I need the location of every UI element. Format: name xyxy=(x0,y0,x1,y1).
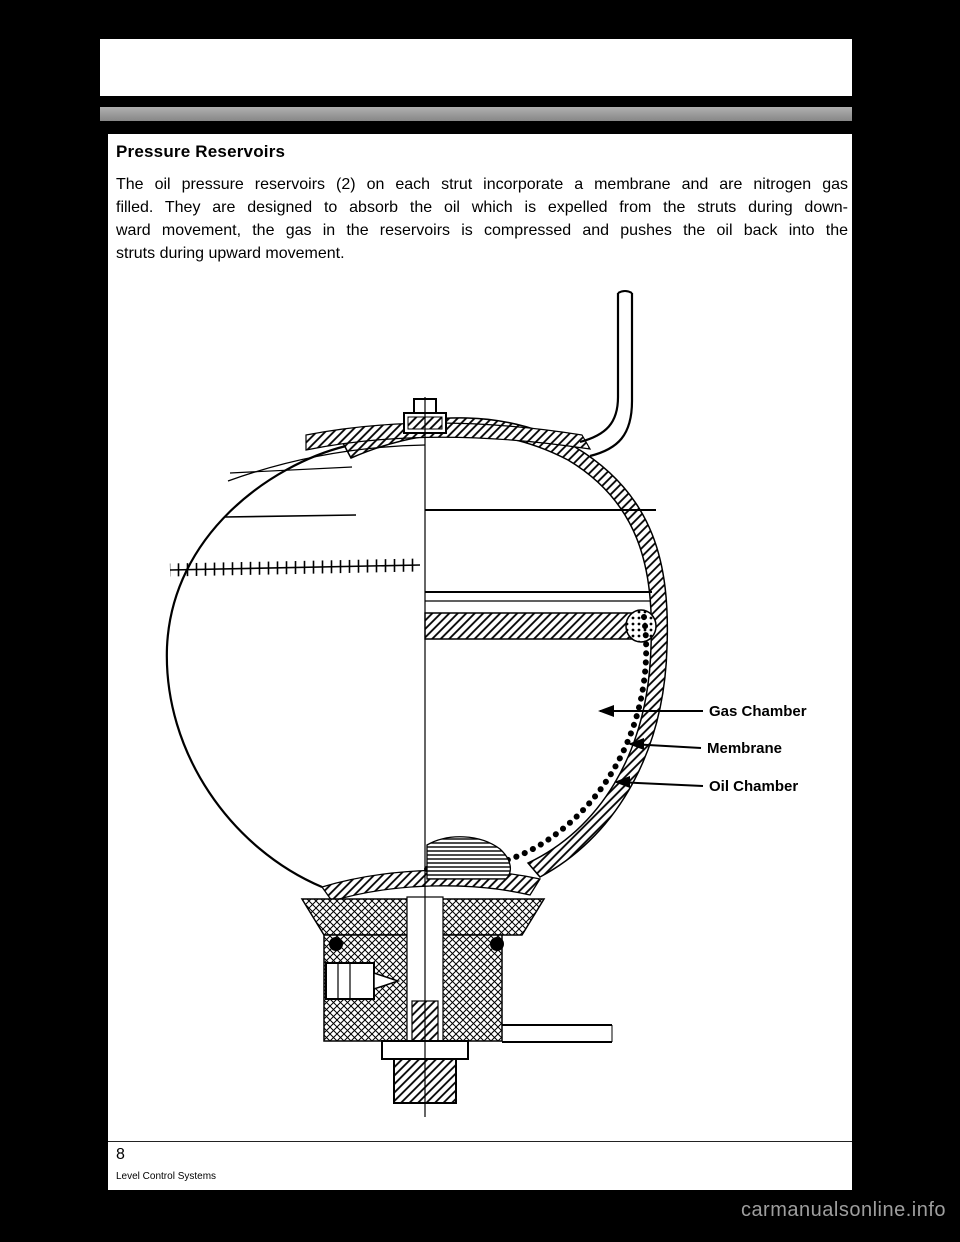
reservoir-shell xyxy=(167,291,668,901)
dome-shoulder-line xyxy=(228,445,425,481)
body-line: The oil pressure reservoirs (2) on each strut incorporate a membrane and are nitrogen gas xyxy=(116,176,848,193)
shell-cross-section xyxy=(343,418,667,877)
filler-pipe-inner xyxy=(580,293,618,442)
top-header-band xyxy=(100,39,852,96)
footer-divider xyxy=(108,1141,852,1142)
gas-chamber-arrowhead xyxy=(598,705,614,717)
page-number: 8 xyxy=(116,1146,125,1163)
body-line: struts during upward movement. xyxy=(116,245,345,262)
body-line: filled. They are designed to absorb the oil which is expelled from the struts during down- xyxy=(116,199,848,216)
membrane-curve xyxy=(427,617,646,870)
seam-ticks xyxy=(170,565,420,570)
seal-dot-right xyxy=(490,937,504,951)
pressure-reservoir-diagram xyxy=(120,285,820,1130)
base-assembly xyxy=(302,897,612,1103)
oil-chamber-label: Oil Chamber xyxy=(709,778,799,795)
oil-pool xyxy=(427,837,510,879)
body-paragraph xyxy=(116,173,848,265)
filler-pipe-top xyxy=(618,291,632,293)
section-divider-bar xyxy=(100,107,852,121)
membrane-label: Membrane xyxy=(707,740,783,757)
interior-line-left xyxy=(224,515,356,517)
body-line: ward movement, the gas in the reservoirs is compressed and pushes the oil back into the xyxy=(116,222,848,239)
filler-pipe-outer xyxy=(590,293,632,456)
watermark: carmanualsonline.info xyxy=(740,1199,946,1221)
shell-left-outline xyxy=(167,446,346,887)
gas-chamber-label: Gas Chamber xyxy=(709,703,807,720)
clamp-band xyxy=(425,613,644,639)
section-title: Pressure Reservoirs xyxy=(116,142,286,161)
page-content xyxy=(108,134,852,1190)
seal-ring xyxy=(626,610,656,642)
seal-dot-left xyxy=(329,937,343,951)
footer-chapter-title: Level Control Systems xyxy=(116,1171,217,1182)
